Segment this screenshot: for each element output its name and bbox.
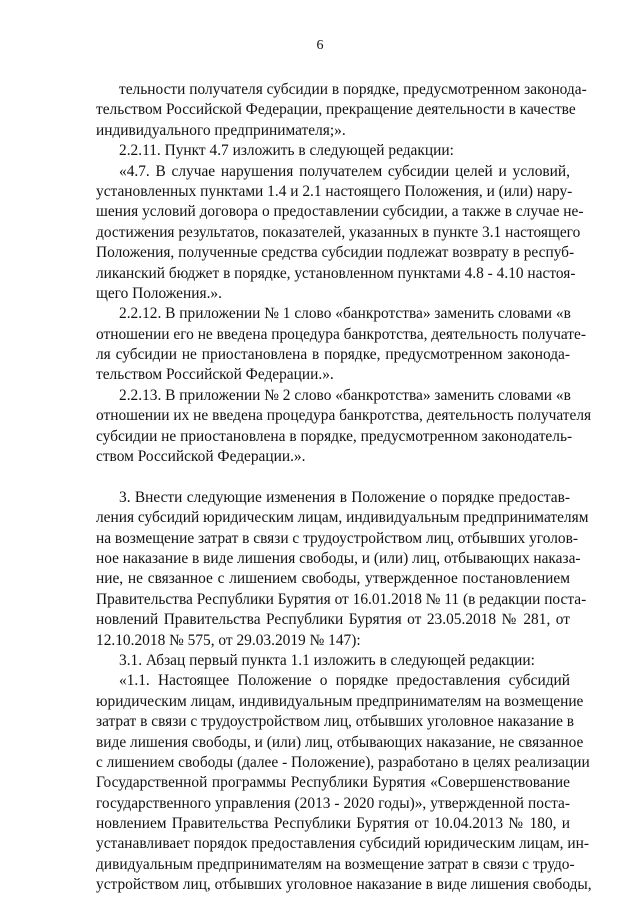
text-line: на возмещение затрат в связи с трудоустройством лиц, отбывших уголов- bbox=[96, 529, 578, 547]
text-line: новлений Правительства Республики Бурятия от 23.05.2018 № 281, от bbox=[96, 611, 570, 629]
text-line: 3.1. Абзац первый пункта 1.1 изложить в следующей редакции: bbox=[119, 651, 535, 669]
text-line: 12.10.2018 № 575, от 29.03.2019 № 147): bbox=[96, 631, 361, 649]
text-line: ством Российской Федерации.». bbox=[96, 448, 306, 466]
text-line: отношении их не введена процедура банкротства, деятельность получателя bbox=[96, 407, 592, 425]
text-line: ние, не связанное с лишением свободы, утвержденное постановлением bbox=[96, 570, 570, 588]
text-line: виде лишения свободы, и (или) лиц, отбывающих наказание, не связанное bbox=[96, 733, 584, 751]
text-line: ное наказание в виде лишения свободы, и (или) лиц, отбывающих наказа- bbox=[96, 549, 581, 567]
text-line: тельности получателя субсидии в порядке, предусмотренном законода- bbox=[119, 81, 587, 98]
text-line: устройством лиц, отбывших уголовное наказание в виде лишения свободы, bbox=[96, 876, 592, 894]
text-line: шения условий договора о предоставлении субсидии, а также в случае не- bbox=[96, 203, 584, 221]
text-line: «1.1. Настоящее Положение о порядке предоставления субсидий bbox=[119, 672, 570, 690]
text-line: субсидии не приостановлена в порядке, предусмотренном законодатель- bbox=[96, 427, 573, 445]
text-line: отношении его не введена процедура банкротства, деятельность получате- bbox=[96, 325, 586, 343]
paragraph bbox=[96, 671, 592, 895]
text-line: новлением Правительства Республики Бурятия от 10.04.2013 № 180, и bbox=[96, 815, 570, 833]
text-line: с лишением свободы (далее - Положение), разработано в целях реализации bbox=[96, 753, 590, 771]
text-line: Положения, полученные средства субсидии подлежат возврату в респуб- bbox=[96, 244, 575, 262]
page-number: 6 bbox=[316, 38, 324, 53]
paragraph-spacer bbox=[96, 467, 570, 487]
paragraph bbox=[96, 304, 586, 386]
text-line: юридическим лицам, индивидуальным предпринимателям на возмещение bbox=[96, 692, 584, 710]
text-line: 2.2.13. В приложении № 2 слово «банкротства» заменить словами «в bbox=[119, 386, 571, 404]
text-line: 2.2.12. В приложении № 1 слово «банкротства» заменить словами «в bbox=[119, 305, 571, 323]
text-line: щего Положения.». bbox=[96, 284, 222, 302]
text-line: ления субсидий юридическим лицам, индивидуальным предпринимателям bbox=[96, 509, 589, 527]
text-line: государственного управления (2013 - 2020 годы)», утвержденной поста- bbox=[96, 794, 570, 812]
text-line: тельством Российской Федерации.». bbox=[96, 366, 334, 384]
document-body bbox=[96, 80, 592, 896]
paragraph bbox=[96, 651, 570, 671]
text-line: установленных пунктами 1.4 и 2.1 настоящего Положения, и (или) нару- bbox=[96, 182, 573, 200]
text-line: 2.2.11. Пункт 4.7 изложить в следующей редакции: bbox=[119, 142, 454, 160]
text-line: ликанский бюджет в порядке, установленном пунктами 4.8 - 4.10 настоя- bbox=[96, 264, 576, 282]
text-line: тельством Российской Федерации, прекращение деятельности в качестве bbox=[96, 101, 576, 119]
text-line: ля субсидии не приостановлена в порядке, предусмотренном законода- bbox=[96, 346, 570, 364]
text-line: индивидуального предпринимателя;». bbox=[96, 121, 346, 139]
paragraph bbox=[96, 488, 589, 651]
paragraph bbox=[96, 386, 592, 468]
text-line: достижения результатов, показателей, указанных в пункте 3.1 настоящего bbox=[96, 223, 581, 241]
paragraph bbox=[96, 141, 570, 161]
text-line: затрат в связи с трудоустройством лиц, отбывших уголовное наказание в bbox=[96, 713, 575, 731]
paragraph bbox=[96, 80, 587, 141]
text-line: 3. Внести следующие изменения в Положение о порядке предостав- bbox=[119, 488, 570, 506]
text-line: устанавливает порядок предоставления субсидий юридическим лицам, ин- bbox=[96, 835, 589, 853]
text-line: «4.7. В случае нарушения получателем субсидии целей и условий, bbox=[119, 162, 570, 180]
paragraph bbox=[96, 162, 584, 305]
text-line: дивидуальным предпринимателям на возмещение затрат в связи с трудо- bbox=[96, 855, 575, 873]
text-line: Правительства Республики Бурятия от 16.01.2018 № 11 (в редакции поста- bbox=[96, 590, 587, 608]
text-line: Государственной программы Республики Бурятия «Совершенствование bbox=[96, 774, 570, 792]
